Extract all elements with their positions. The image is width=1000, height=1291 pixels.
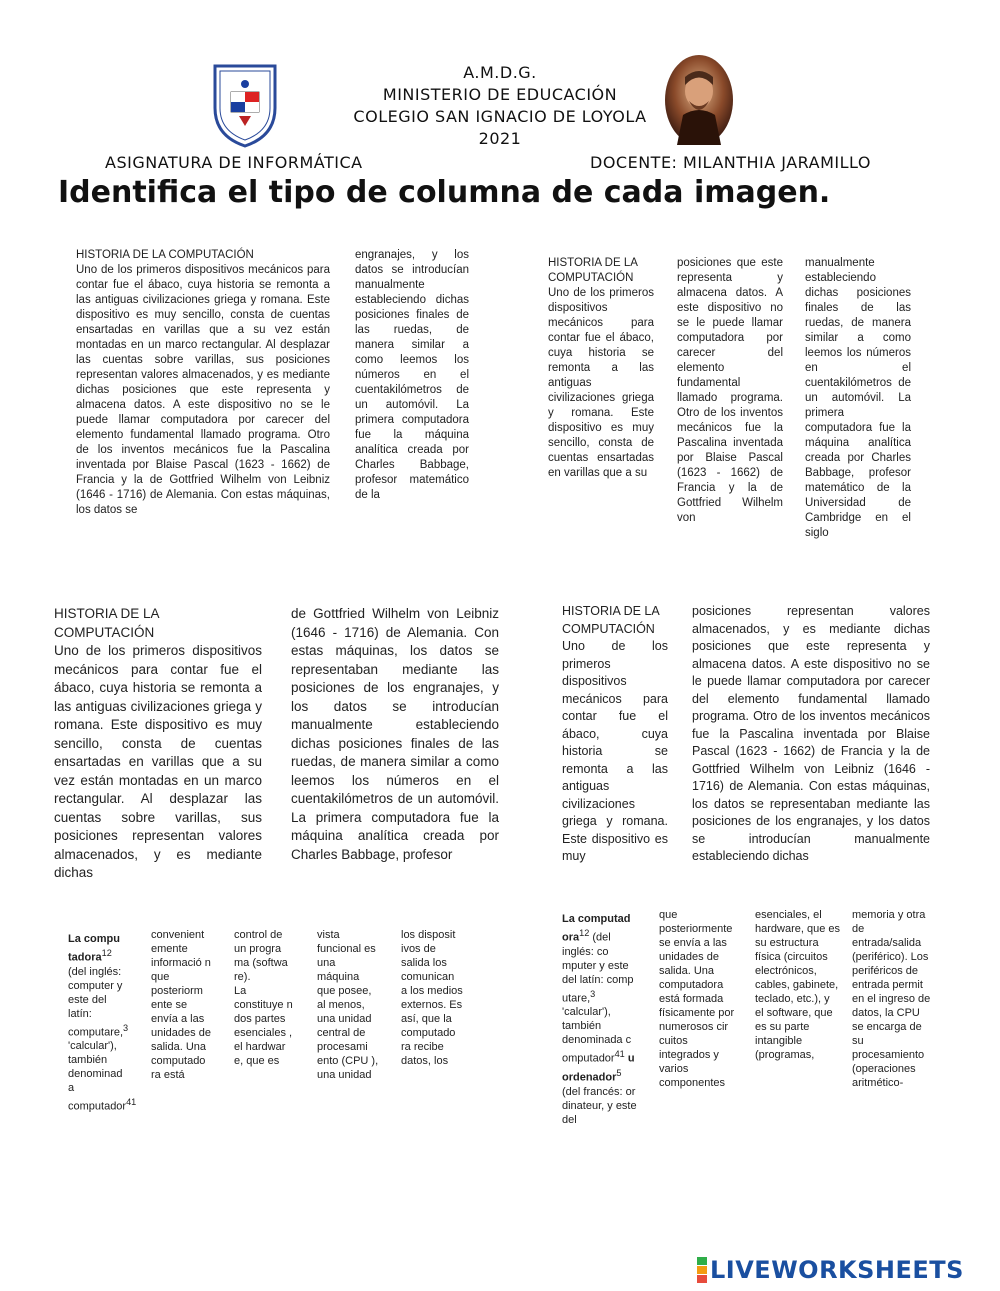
image5-col1c: 'calcular'), también denominad a computador <box>68 1040 127 1113</box>
image6-column-1: La computad ora$^{12}$ (del inglés: co mputer y este del latín: comp utare,$^3$ 'calcular'), también denominada c omputador$^{41}$ u ordenador$^5$ (del francés: or dinateur, y este del <box>562 913 637 1126</box>
header-ministry: MINISTERIO DE EDUCACIÓN <box>382 85 618 104</box>
image6-term: La computad ora <box>562 913 631 944</box>
image5-term: La compu tadora <box>68 933 120 964</box>
header-year: 2021 <box>478 129 522 148</box>
image4-column-1 <box>562 603 668 863</box>
image3-col1-text: Uno de los primeros dispositivos mecánicos para contar fue el ábaco, cuya historia se remonta a las antiguas civilizaciones griega y romana. Este dispositivo es muy sencillo, consta de cuentas ensartadas en varillas que a su vez están montadas en un marco rectangular. Al desplazar las cuentas sobre varillas, sus posiciones representan valores almacenados, y es mediante dichas <box>54 643 262 880</box>
image3-column-2 <box>291 605 499 862</box>
image1-col2-text: engranajes, y los datos se introducían manualmente estableciendo dichas posiciones finales de las ruedas, de manera similar a como leemos los números en el cuentakilómetros de un automóvil. La primera computadora fue la máquina analítica creada por Charles Babbage, profesor matemático de la <box>355 249 469 501</box>
header-school: COLEGIO SAN IGNACIO DE LOYOLA <box>353 107 647 126</box>
image6-col1b: (del inglés: co mputer y este del latín: comp utare, <box>562 931 634 1005</box>
image6-column-2 <box>659 908 741 1104</box>
image5-col1b: (del inglés: computer y este del latín: computare, <box>68 965 124 1039</box>
image6-col1d: u ordenador <box>562 1052 635 1084</box>
image6-col2-text: que posteriormente se envía a las unidades de salida. Una computadora está formada físicamente por numerosos cir cuitos integrados y varios componentes <box>659 909 735 1089</box>
image1-column-2 <box>355 248 469 501</box>
header-teacher: DOCENTE: MILANTHIA JARAMILLO <box>590 153 871 172</box>
image6-col3-text: esenciales, el hardware, que es su estructura física (circuitos electrónicos, cables, gabinete, teclado, etc.), y el software, que es su parte intangible (programas, <box>755 909 840 1061</box>
image2-column-3 <box>805 256 911 539</box>
image5-col5-text: los disposit ivos de salida los comunican a los medios externos. Es así, que la computado ra recibe datos, los <box>401 929 463 1067</box>
image3-heading: HISTORIA DE LA COMPUTACIÓN <box>54 606 159 640</box>
image4-column-2 <box>692 603 930 863</box>
image6-col4-text: memoria y otra de entrada/salida (periférico). Los periféricos de entrada permit en el ingreso de datos, la CPU se encarga de su procesamiento (operaciones aritmético- <box>852 909 931 1089</box>
image5-col3b: La constituye n dos partes esenciales , <box>234 985 293 1039</box>
image2-heading: HISTORIA DE LA COMPUTACIÓN <box>548 257 638 284</box>
image4-col1-text: Uno de los primeros dispositivos mecánicos para contar fue el ábaco, cuya historia se remonta a las antiguas civilizaciones griega y romana. Este dispositivo es muy <box>562 639 668 863</box>
image6-col1c: 'calcular'), también denominada c omputador <box>562 1006 632 1065</box>
image5-col3a: control de un progra ma (softwa re). <box>234 929 288 983</box>
header-amdg: A.M.D.G. <box>463 63 537 82</box>
header-subject: ASIGNATURA DE INFORMÁTICA <box>105 153 363 172</box>
image5-column-2 <box>151 928 213 1098</box>
image6-column-4 <box>852 908 932 1104</box>
image5-col2-text: convenient emente informació n que posteriorm ente se envía a las unidades de salida. Una computado ra está <box>151 929 211 1081</box>
page-title: Identifica el tipo de columna de cada imagen. <box>58 175 831 210</box>
school-logo <box>205 58 285 148</box>
image1-col1-text: Uno de los primeros dispositivos mecánicos para contar fue el ábaco, cuya historia se remonta a las antiguas civilizaciones griega y romana. Este dispositivo es muy sencillo, consta de cuentas ensartadas en varillas que a su vez están montadas en un marco rectangular. Al desplazar las cuentas sobre varillas, sus posiciones representan valores almacenados, y es mediante dichas posiciones que este representa y almacena datos. A este dispositivo no se le puede llamar computadora por carecer del elemento fundamental llamado programa. Otro de los inventos mecánicos fue la Pascalina inventada por Blaise Pascal (1623 - 1662) de Francia y la de Gottfried Wilhelm von Leibniz (1646 - 1716) de Alemania. Con estas máquinas, los datos se <box>76 264 330 516</box>
image5-col3c: el hardwar e, que es <box>234 1041 286 1067</box>
image2-col1-text: Uno de los primeros dispositivos mecánicos para contar fue el ábaco, cuya historia se remonta a las antiguas civilizaciones griega y romana. Este dispositivo es muy sencillo, consta de cuentas ensartadas en varillas que a su <box>548 287 654 479</box>
image2-column-2 <box>677 256 783 524</box>
image5-column-5 <box>401 928 463 1098</box>
liveworksheets-wordmark: LIVEWORKSHEETS <box>710 1256 964 1284</box>
image4-col2-text: posiciones representan valores almacenados, y es mediante dichas posiciones que este representa y almacena datos. A este dispositivo no se le puede llamar computadora por carecer del elemento fundamental llamado programa. Otro de los inventos mecánicos fue la Pascalina inventada por Blaise Pascal (1623 - 1662) de Francia y la de Gottfried Wilhelm von Leibniz (1646 - 1716) de Alemania. Con estas máquinas, los datos se representaban mediante las posiciones de los engranajes, y los datos se introducían manualmente estableciendo dichas <box>692 604 930 863</box>
image3-col2-text: de Gottfried Wilhelm von Leibniz (1646 - 1716) de Alemania. Con estas máquinas, los datos se representaban mediante las posiciones de los engranajes, y los datos se introducían manualmente estableciendo dichas posiciones finales de las ruedas, de manera similar a como leemos los números en el cuentakilómetros de un automóvil. La primera computadora fue la máquina analítica creada por Charles Babbage, profesor <box>291 606 499 862</box>
image6-col1e: (del francés: or dinateur, y este del <box>562 1085 637 1126</box>
image2-col2-text: posiciones que este representa y almacena datos. A este dispositivo no se le puede llamar computadora por carecer del elemento fundamental llamado programa. Otro de los inventos mecánicos fue la Pascalina inventada por Blaise Pascal (1623 - 1662) de Francia y la de Gottfried Wilhelm von <box>677 257 783 524</box>
image5-column-1: La compu tadora$^{12}$ (del inglés: computer y este del latín: computare,$^3$ 'calcular'), también denominad a computador$^{41}$ <box>68 933 137 1113</box>
image1-heading: HISTORIA DE LA COMPUTACIÓN <box>76 249 254 261</box>
image4-heading: HISTORIA DE LA COMPUTACIÓN <box>562 604 660 636</box>
image5-column-3 <box>234 928 296 1102</box>
image6-column-3 <box>755 908 841 1104</box>
image1-column-1 <box>76 248 330 516</box>
image2-col3-text: manualmente estableciendo dichas posiciones finales de las ruedas, de manera similar a como leemos los números en el cuentakilómetros de un automóvil. La primera computadora fue la máquina analítica creada por Charles Babbage, profesor matemático de la Universidad de Cambridge en el siglo <box>805 257 911 539</box>
image5-col4-text: vista funcional es una máquina que posee, al menos, una unidad central de procesami ento (CPU ), una unidad <box>317 929 379 1081</box>
image3-column-1 <box>54 605 262 880</box>
image5-column-4 <box>317 928 379 1098</box>
image2-column-1 <box>548 256 654 479</box>
liveworksheets-logo[interactable] <box>697 1255 964 1285</box>
liveworksheets-icon <box>697 1257 707 1283</box>
